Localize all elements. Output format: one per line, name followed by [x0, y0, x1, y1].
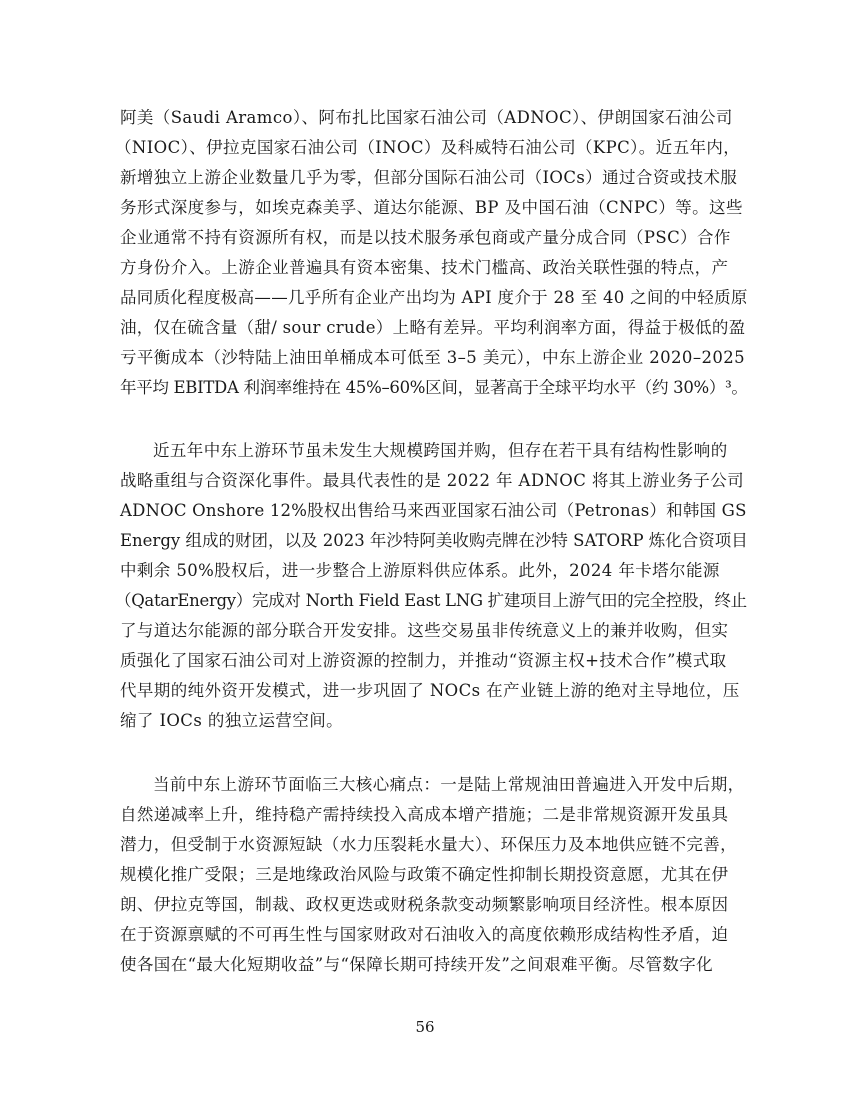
page-number: 56: [415, 1018, 435, 1036]
text-line: 品同质化程度极高——几乎所有企业产出均为 API 度介于 28 至 40 之间的中轻质原: [120, 288, 748, 307]
text-line: （QatarEnergy）完成对 North Field East LNG 扩建项目上游气田的完全控股，终止: [115, 591, 747, 610]
text-line: 潜力，但受制于水资源短缺（水力压裂耗水量大）、环保压力及本地供应链不完善，: [120, 835, 738, 854]
text-line: 企业通常不持有资源所有权，而是以技术服务承包商或产量分成合同（PSC）合作: [120, 228, 731, 247]
text-line: 规模化推广受限；三是地缘政治风险与政策不确定性抑制长期投资意愿，尤其在伊: [120, 865, 729, 884]
text-line: （NIOC）、伊拉克国家石油公司（INOC）及科威特石油公司（KPC）。近五年内，: [115, 138, 741, 157]
text-line: 缩了 IOCs 的独立运营空间。: [120, 711, 344, 730]
text-line: 代早期的纯外资开发模式，进一步巩固了 NOCs 在产业链上游的绝对主导地位，压: [120, 681, 740, 700]
text-line: 了与道达尔能源的部分联合开发安排。这些交易虽非传统意义上的兼并收购，但实: [120, 621, 729, 640]
text-line: ADNOC Onshore 12%股权出售给马来西亚国家石油公司（Petronas）和韩国 GS: [120, 501, 747, 520]
text-line: 质强化了国家石油公司对上游资源的控制力，并推动“资源主权+技术合作”模式取: [120, 651, 727, 670]
text-line: 战略重组与合资深化事件。最具代表性的是 2022 年 ADNOC 将其上游业务子公司: [120, 471, 745, 490]
text-line: 近五年中东上游环节虽未发生大规模跨国并购，但存在若干具有结构性影响的: [153, 441, 728, 460]
text-line: 新增独立上游企业数量几乎为零，但部分国际石油公司（IOCs）通过合资或技术服: [120, 168, 738, 187]
text-line: 阿美（Saudi Aramco）、阿布扎比国家石油公司（ADNOC）、伊朗国家石油公司: [120, 108, 733, 127]
text-line: 中剩余 50%股权后，进一步整合上游原料供应体系。此外，2024 年卡塔尔能源: [120, 561, 720, 580]
text-line: 当前中东上游环节面临三大核心痛点：一是陆上常规油田普遍进入开发中后期，: [153, 775, 745, 794]
text-line: Energy 组成的财团，以及 2023 年沙特阿美收购壳牌在沙特 SATORP 炼化合资项目: [120, 531, 748, 550]
text-line: 自然递减率上升，维持稳产需持续投入高成本增产措施；二是非常规资源开发虽具: [120, 805, 729, 824]
text-line: 年平均 EBITDA 利润率维持在 45%–60%区间，显著高于全球平均水平（约 30%）³。: [120, 378, 748, 397]
text-line: 油，仅在硫含量（甜/ sour crude）上略有差异。平均利润率方面，得益于极低的盈: [120, 318, 746, 337]
text-line: 务形式深度参与，如埃克森美孚、道达尔能源、BP 及中国石油（CNPC）等。这些: [120, 198, 743, 217]
text-line: 在于资源禀赋的不可再生性与国家财政对石油收入的高度依赖形成结构性矛盾，迫: [120, 925, 729, 944]
text-line: 方身份介入。上游企业普遍具有资本密集、技术门槛高、政治关联性强的特点，产: [120, 258, 729, 277]
text-line: 亏平衡成本（沙特陆上油田单桶成本可低至 3–5 美元），中东上游企业 2020–2025: [120, 348, 746, 367]
text-line: 使各国在“最大化短期收益”与“保障长期可持续开发”之间艰难平衡。尽管数字化: [120, 955, 714, 974]
text-line: 朗、伊拉克等国，制裁、政权更迭或财税条款变动频繁影响项目经济性。根本原因: [120, 895, 729, 914]
